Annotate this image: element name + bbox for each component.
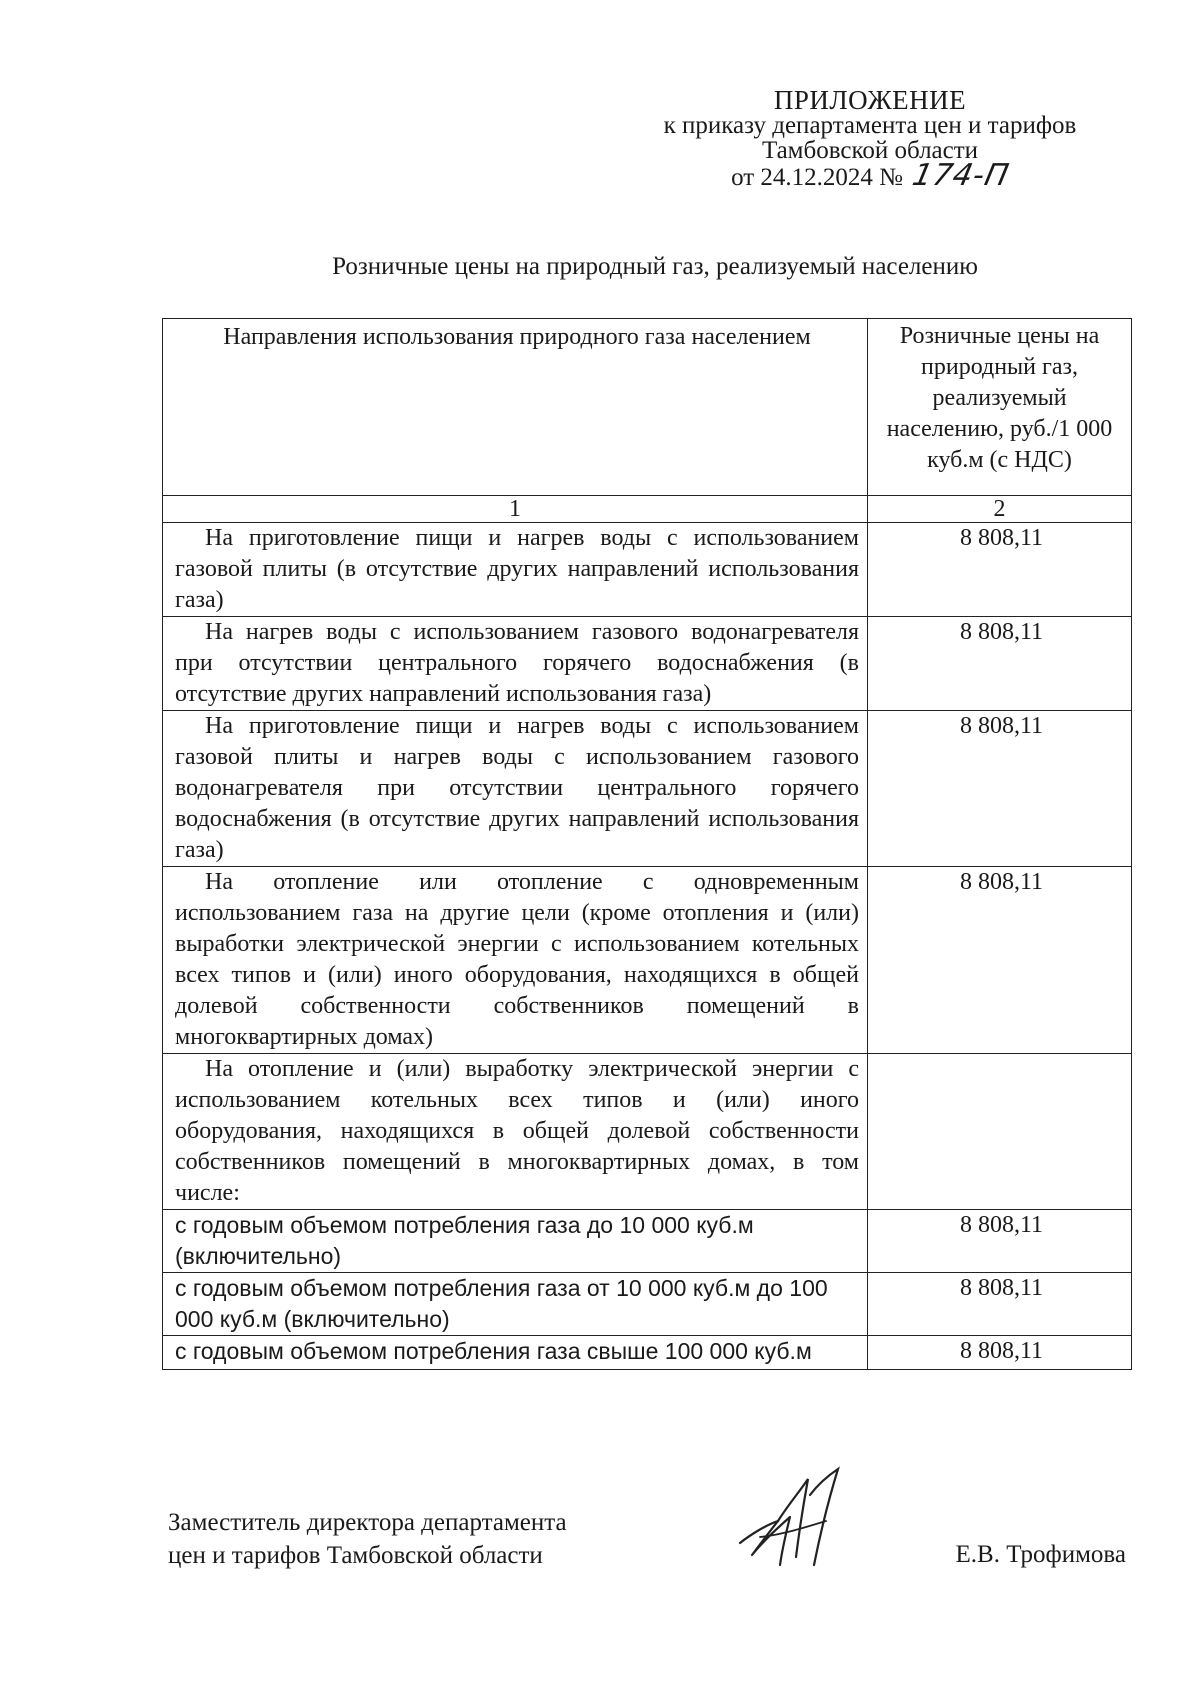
row-direction: с годовым объемом потребления газа свыше 100 000 куб.м [163, 1336, 868, 1370]
row-price: 8 808,11 [868, 1210, 1132, 1273]
table-header-row [163, 319, 1132, 496]
appendix-line-region: Тамбовской области [761, 137, 979, 164]
row-direction: На приготовление пищи и нагрев воды с использованием газовой плиты и нагрев воды с использованием газового водонагревателя при отсутствии центрального горячего водоснабжения (в отсутствие других направлений использования газа) [163, 711, 868, 867]
col2-number: 2 [868, 496, 1132, 523]
table-row [163, 1210, 1132, 1273]
table-row [163, 1054, 1132, 1210]
row-price: 8 808,11 [868, 711, 1132, 867]
handwritten-signature [730, 1465, 860, 1575]
signatory-name: Е.В. Трофимова [955, 1541, 1126, 1568]
signatory-position [168, 1506, 567, 1572]
row-price [868, 1054, 1132, 1210]
appendix-header [620, 85, 1120, 193]
table-number-row [163, 496, 1132, 523]
table-row [163, 617, 1132, 711]
order-number-handwritten: 174-П [909, 158, 1013, 193]
row-direction: На отопление или отопление с одновременным использованием газа на другие цели (кроме отопления и (или) выработки электрической энергии с использованием котельных всех типов и (или) иного оборудования, находящихся в общей долевой собственности собственников помещений в многоквартирных домах) [163, 867, 868, 1054]
row-direction: На нагрев воды с использованием газового водонагревателя при отсутствии центрального горячего водоснабжения (в отсутствие других направлений использования газа) [163, 617, 868, 711]
appendix-title: ПРИЛОЖЕНИЕ [773, 85, 967, 115]
appendix-line-date [620, 158, 1120, 193]
order-date: от 24.12.2024 № [731, 164, 904, 191]
row-price: 8 808,11 [868, 523, 1132, 617]
appendix-line-order: к приказу департамента цен и тарифов [663, 112, 1077, 139]
col1-header: Направления использования природного газа населением [163, 319, 868, 496]
col2-header: Розничные цены на природный газ, реализуемый населению, руб./1 000 куб.м (с НДС) [868, 319, 1132, 496]
row-price: 8 808,11 [868, 867, 1132, 1054]
price-table [162, 318, 1132, 1370]
table-row [163, 711, 1132, 867]
table-row [163, 867, 1132, 1054]
row-price: 8 808,11 [868, 1336, 1132, 1370]
row-direction: На отопление и (или) выработку электрической энергии с использованием котельных всех типов и (или) иного оборудования, находящихся в общей долевой собственности собственников помещений в многоквартирных домах, в том числе: [163, 1054, 868, 1210]
row-direction: с годовым объемом потребления газа от 10 000 куб.м до 100 000 куб.м (включительно) [163, 1273, 868, 1336]
table-row [163, 1336, 1132, 1370]
row-price: 8 808,11 [868, 617, 1132, 711]
col1-number: 1 [163, 496, 868, 523]
row-direction: с годовым объемом потребления газа до 10 000 куб.м (включительно) [163, 1210, 868, 1273]
table-row [163, 1273, 1132, 1336]
row-price: 8 808,11 [868, 1273, 1132, 1336]
table-row [163, 523, 1132, 617]
document-title: Розничные цены на природный газ, реализуемый населению [332, 253, 978, 280]
row-direction: На приготовление пищи и нагрев воды с использованием газовой плиты (в отсутствие других направлений использования газа) [163, 523, 868, 617]
signatory-position-line2: цен и тарифов Тамбовской области [168, 1542, 543, 1569]
signatory-position-line1: Заместитель директора департамента [168, 1509, 567, 1536]
